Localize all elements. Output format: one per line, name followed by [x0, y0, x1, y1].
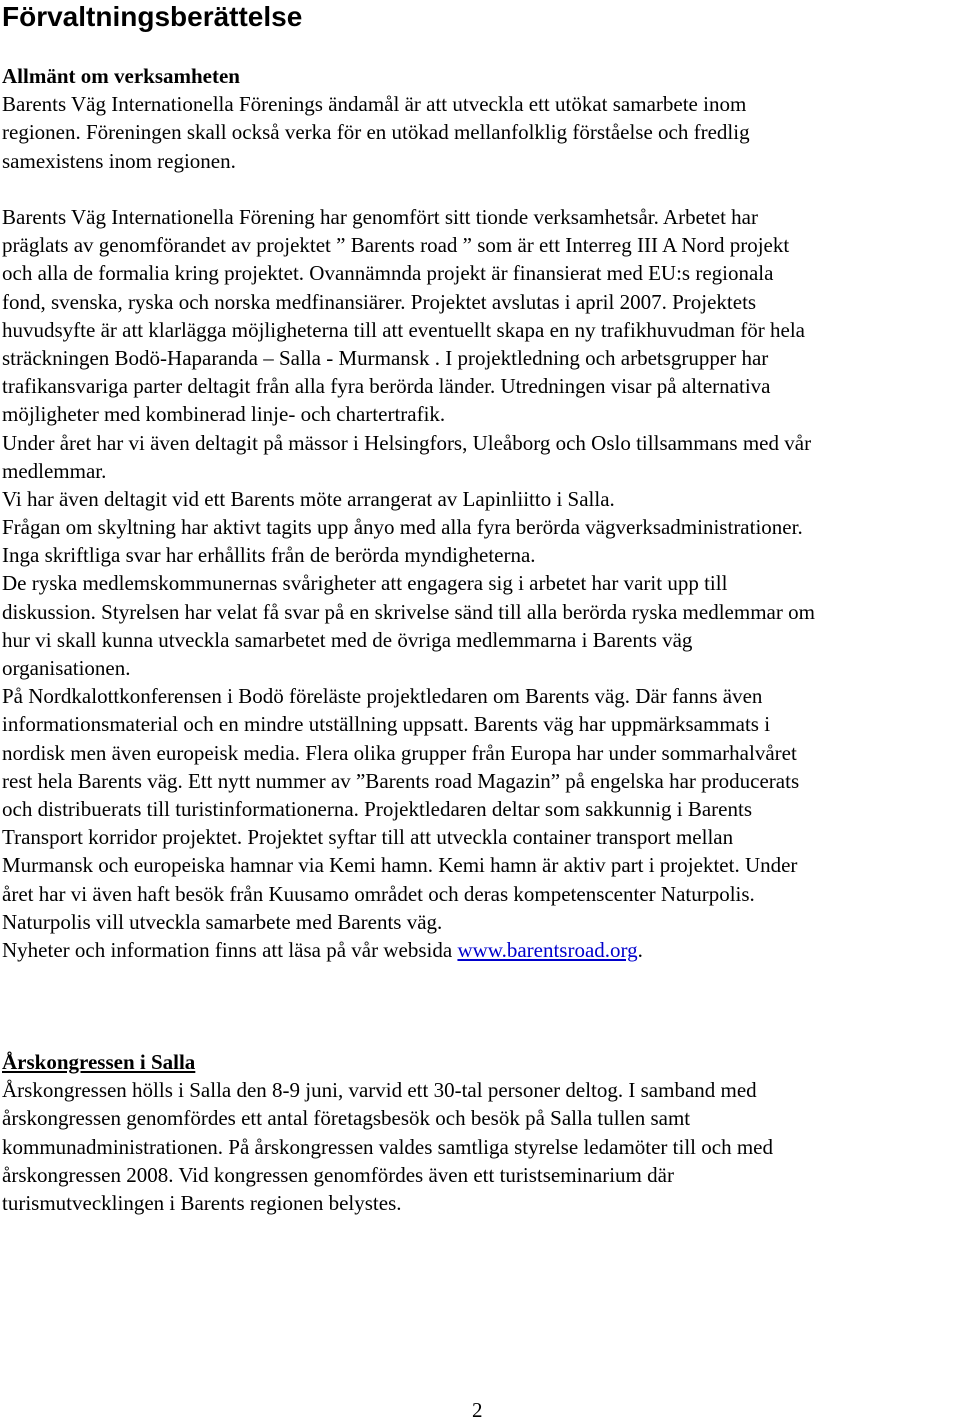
- paragraph-line: informationsmaterial och en mindre utställning uppsatt. Barents väg har uppmärksammats i: [2, 712, 771, 737]
- website-link[interactable]: www.barentsroad.org: [457, 937, 638, 962]
- document-title: Förvaltningsberättelse: [2, 1, 303, 32]
- paragraph-line: årskongressen 2008. Vid kongressen genomfördes även ett turistseminarium där: [2, 1162, 674, 1187]
- paragraph-line: rest hela Barents väg. Ett nytt nummer av ”Barents road Magazin” på engelska har producerats: [2, 768, 800, 793]
- paragraph-line: sträckningen Bodö-Haparanda – Salla - Murmansk . I projektledning och arbetsgrupper har: [2, 345, 769, 370]
- paragraph-line: medlemmar.: [2, 458, 107, 483]
- paragraph-line: nordisk men även europeisk media. Flera olika grupper från Europa har under sommarhalvåret: [2, 740, 797, 765]
- section-congress: [2, 1048, 958, 1217]
- paragraph-line: präglats av genomförandet av projektet ” Barents road ” som är ett Interreg III A Nord projekt: [2, 233, 790, 258]
- paragraph-line: Murmansk och europeiska hamnar via Kemi hamn. Kemi hamn är aktiv part i projektet. Under: [2, 853, 798, 878]
- page-number: 2: [472, 1398, 483, 1422]
- paragraph-line: De ryska medlemskommunernas svårigheter att engagera sig i arbetet har varit upp till: [2, 571, 728, 596]
- paragraph-line: året har vi även haft besök från Kuusamo området och deras kompetenscenter Naturpolis.: [2, 881, 755, 906]
- paragraph-line: diskussion. Styrelsen har velat få svar på en skrivelse sänd till alla berörda ryska medlemmar om: [2, 599, 815, 624]
- section-heading-general: Allmänt om verksamheten: [2, 64, 240, 88]
- paragraph-line: Frågan om skyltning har aktivt tagits upp ånyo med alla fyra berörda vägverksadministrationer.: [2, 515, 803, 540]
- paragraph-line: Naturpolis vill utveckla samarbete med Barents väg.: [2, 909, 443, 934]
- paragraph-line: kommunadministrationen. På årskongressen valdes samtliga styrelse ledamöter till och med: [2, 1134, 773, 1159]
- paragraph-line: Barents Väg Internationella Förening har genomfört sitt tionde verksamhetsår. Arbetet har: [2, 205, 758, 229]
- paragraph-line: årskongressen genomfördes ett antal företagsbesök och besök på Salla tullen samt: [2, 1106, 691, 1131]
- section-activities: [2, 203, 958, 964]
- paragraph-line: fond, svenska, ryska och norska medfinansiärer. Projektet avslutas i april 2007. Projektets: [2, 289, 757, 314]
- paragraph-line: Inga skriftliga svar har erhållits från de berörda myndigheterna.: [2, 543, 536, 568]
- paragraph-line: På Nordkalottkonferensen i Bodö föreläste projektledaren om Barents väg. Där fanns även: [2, 684, 763, 709]
- paragraph-line: och alla de formalia kring projektet. Ovannämnda projekt är finansierat med EU:s regionala: [2, 261, 774, 286]
- paragraph-line: Under året har vi även deltagit på mässor i Helsingfors, Uleåborg och Oslo tillsammans med vår: [2, 430, 812, 455]
- paragraph-line: regionen. Föreningen skall också verka för en utökad mellanfolklig förståelse och fredlig: [2, 120, 750, 145]
- paragraph-line: organisationen.: [2, 656, 131, 680]
- section-heading-congress: Årskongressen i Salla: [2, 1050, 196, 1074]
- paragraph-line: möjligheter med kombinerad linje- och chartertrafik.: [2, 402, 446, 427]
- paragraph-line: huvudsyfte är att klarlägga möjligheterna till att eventuellt skapa en ny trafikhuvudman för hela: [2, 317, 805, 342]
- paragraph-line: Transport korridor projektet. Projektet syftar till att utveckla container transport mellan: [2, 825, 734, 850]
- news-text: Nyheter och information finns att läsa på vår websida: [2, 937, 458, 962]
- news-line: [2, 936, 958, 964]
- paragraph-line: Vi har även deltagit vid ett Barents möte arrangerat av Lapinliitto i Salla.: [2, 486, 615, 511]
- section-general: [2, 62, 958, 175]
- paragraph-line: samexistens inom regionen.: [2, 148, 236, 173]
- news-suffix: .: [637, 937, 643, 962]
- paragraph-line: trafikansvariga parter deltagit från alla fyra berörda länder. Utredningen visar på alternativa: [2, 374, 771, 399]
- paragraph-line: och distribuerats till turistinformationerna. Projektledaren deltar som sakkunnig i Barents: [2, 796, 752, 821]
- paragraph-line: turismutvecklingen i Barents regionen belystes.: [2, 1190, 402, 1215]
- paragraph-line: hur vi skall kunna utveckla samarbetet med de övriga medlemmarna i Barents väg: [2, 627, 693, 652]
- paragraph-line: Barents Väg Internationella Förenings ändamål är att utveckla ett utökat samarbete inom: [2, 92, 747, 117]
- paragraph-line: Årskongressen hölls i Salla den 8-9 juni, varvid ett 30-tal personer deltog. I samband med: [2, 1078, 757, 1103]
